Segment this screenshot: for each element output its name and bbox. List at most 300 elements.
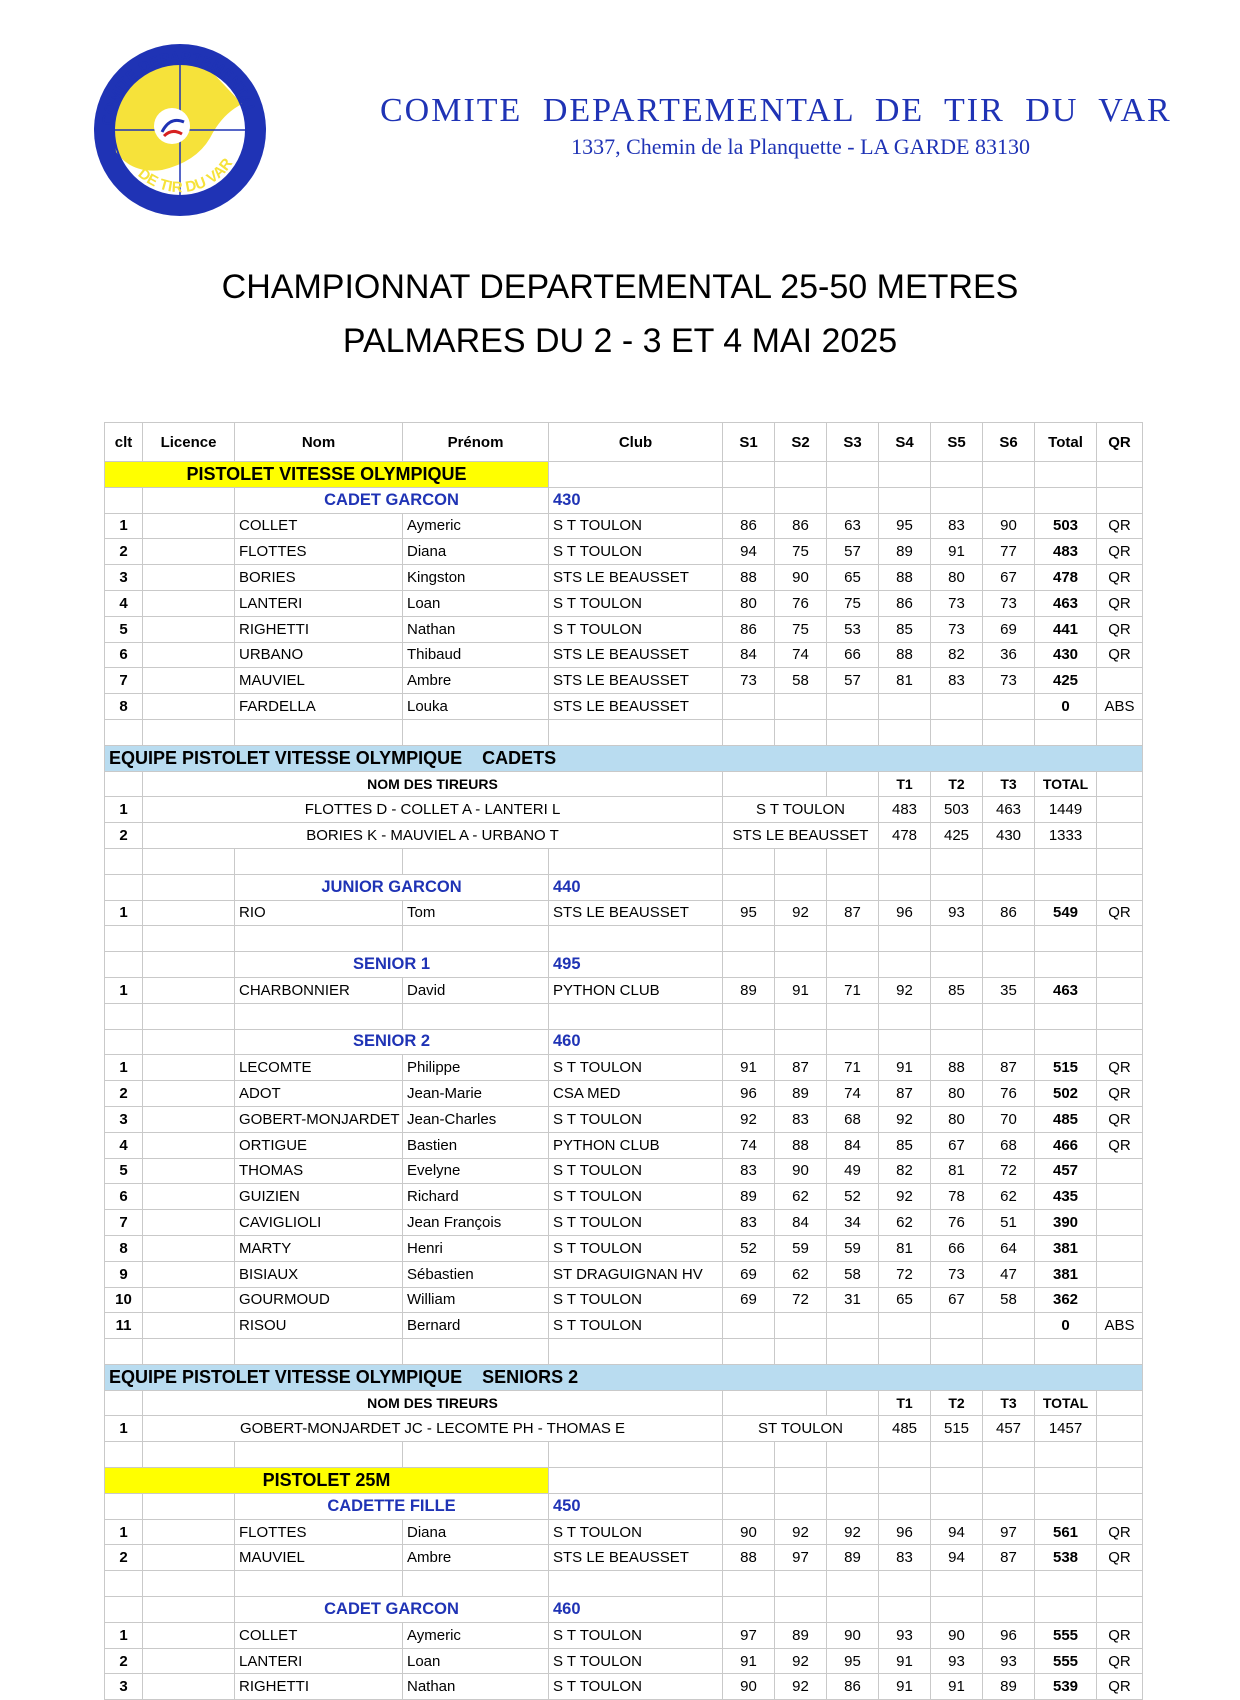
team-t2: 503 xyxy=(931,797,983,823)
empty-cell xyxy=(1097,719,1143,745)
rank: 4 xyxy=(105,1132,143,1158)
result-row xyxy=(105,513,1143,539)
empty-cell xyxy=(723,1029,775,1055)
total-score: 425 xyxy=(1035,668,1097,694)
series-score: 69 xyxy=(723,1261,775,1287)
team-t1: 485 xyxy=(879,1416,931,1442)
qr-status: QR xyxy=(1097,1055,1143,1081)
empty-cell xyxy=(1035,487,1097,513)
result-row xyxy=(105,1313,1143,1339)
empty-cell xyxy=(723,874,775,900)
empty-cell xyxy=(1097,823,1143,849)
rank: 2 xyxy=(105,1648,143,1674)
results-table xyxy=(104,422,1143,1700)
empty-cell xyxy=(235,926,403,952)
team-club: STS LE BEAUSSET xyxy=(723,823,879,849)
qr-status: QR xyxy=(1097,1648,1143,1674)
total-score: 555 xyxy=(1035,1648,1097,1674)
last-name: LECOMTE xyxy=(235,1055,403,1081)
empty-cell xyxy=(775,462,827,488)
total-score: 362 xyxy=(1035,1287,1097,1313)
last-name: MAUVIEL xyxy=(235,1545,403,1571)
qr-status xyxy=(1097,1184,1143,1210)
total-score: 463 xyxy=(1035,590,1097,616)
qr-status xyxy=(1097,977,1143,1003)
empty-cell xyxy=(983,952,1035,978)
total-score: 381 xyxy=(1035,1261,1097,1287)
series-score: 77 xyxy=(983,539,1035,565)
discipline-title: PISTOLET VITESSE OLYMPIQUE xyxy=(105,462,549,488)
series-score: 64 xyxy=(983,1235,1035,1261)
empty-cell xyxy=(105,1029,143,1055)
empty-cell xyxy=(1035,926,1097,952)
first-name: Ambre xyxy=(403,1545,549,1571)
empty-cell xyxy=(879,926,931,952)
series-score: 88 xyxy=(931,1055,983,1081)
result-row xyxy=(105,1210,1143,1236)
last-name: GUIZIEN xyxy=(235,1184,403,1210)
result-row xyxy=(105,1158,1143,1184)
empty-cell xyxy=(549,848,723,874)
result-row xyxy=(105,1132,1143,1158)
empty-cell xyxy=(1035,952,1097,978)
spacer-row xyxy=(105,1339,1143,1365)
empty-cell xyxy=(775,1029,827,1055)
empty-cell xyxy=(1035,1493,1097,1519)
empty-cell xyxy=(143,1571,235,1597)
last-name: CAVIGLIOLI xyxy=(235,1210,403,1236)
series-score: 58 xyxy=(983,1287,1035,1313)
empty-cell xyxy=(403,848,549,874)
series-score: 89 xyxy=(879,539,931,565)
rank: 3 xyxy=(105,1106,143,1132)
empty-cell xyxy=(105,487,143,513)
first-name: Bernard xyxy=(403,1313,549,1339)
empty-cell xyxy=(403,926,549,952)
empty-cell xyxy=(723,1597,775,1623)
series-score: 63 xyxy=(827,513,879,539)
discipline-row xyxy=(105,462,1143,488)
series-score: 59 xyxy=(775,1235,827,1261)
empty-cell xyxy=(827,1390,879,1416)
qualification-score: 430 xyxy=(549,487,723,513)
series-score: 86 xyxy=(983,900,1035,926)
empty-cell xyxy=(931,487,983,513)
series-score: 89 xyxy=(827,1545,879,1571)
rank: 2 xyxy=(105,1545,143,1571)
col-s6: S6 xyxy=(983,423,1035,462)
rank: 1 xyxy=(105,513,143,539)
empty-cell xyxy=(143,1029,235,1055)
series-score: 72 xyxy=(983,1158,1035,1184)
empty-cell xyxy=(235,1442,403,1468)
empty-cell xyxy=(105,719,143,745)
series-score xyxy=(723,1313,775,1339)
empty-cell xyxy=(403,1442,549,1468)
qualification-score: 440 xyxy=(549,874,723,900)
empty-cell xyxy=(827,874,879,900)
first-name: Jean-Marie xyxy=(403,1081,549,1107)
result-row xyxy=(105,590,1143,616)
team-title: EQUIPE PISTOLET VITESSE OLYMPIQUE SENIORS 2 xyxy=(105,1364,1143,1390)
empty-cell xyxy=(775,952,827,978)
rank: 2 xyxy=(105,539,143,565)
last-name: COLLET xyxy=(235,1622,403,1648)
result-row xyxy=(105,1184,1143,1210)
team-t1-header: T1 xyxy=(879,1390,931,1416)
series-score: 96 xyxy=(723,1081,775,1107)
club: S T TOULON xyxy=(549,1287,723,1313)
series-score: 92 xyxy=(775,1519,827,1545)
empty-cell xyxy=(723,1442,775,1468)
total-score: 485 xyxy=(1035,1106,1097,1132)
series-score: 83 xyxy=(879,1545,931,1571)
empty-cell xyxy=(105,1571,143,1597)
rank: 2 xyxy=(105,823,143,849)
empty-cell xyxy=(827,952,879,978)
team-t3: 463 xyxy=(983,797,1035,823)
licence xyxy=(143,513,235,539)
result-row xyxy=(105,694,1143,720)
series-score: 92 xyxy=(775,900,827,926)
series-score: 74 xyxy=(827,1081,879,1107)
rank: 7 xyxy=(105,668,143,694)
total-score: 503 xyxy=(1035,513,1097,539)
licence xyxy=(143,539,235,565)
series-score: 92 xyxy=(723,1106,775,1132)
empty-cell xyxy=(723,1493,775,1519)
qr-status: QR xyxy=(1097,1622,1143,1648)
series-score: 73 xyxy=(931,616,983,642)
series-score: 80 xyxy=(931,565,983,591)
last-name: RIGHETTI xyxy=(235,1674,403,1700)
empty-cell xyxy=(931,1003,983,1029)
club: S T TOULON xyxy=(549,1519,723,1545)
empty-cell xyxy=(143,1339,235,1365)
total-score: 0 xyxy=(1035,1313,1097,1339)
empty-cell xyxy=(549,1442,723,1468)
series-score: 86 xyxy=(879,590,931,616)
empty-cell xyxy=(983,1493,1035,1519)
empty-cell xyxy=(143,874,235,900)
first-name: Evelyne xyxy=(403,1158,549,1184)
rank: 6 xyxy=(105,642,143,668)
team-names-header: NOM DES TIREURS xyxy=(143,771,723,797)
team-total: 1449 xyxy=(1035,797,1097,823)
category-row xyxy=(105,1597,1143,1623)
empty-cell xyxy=(1097,848,1143,874)
team-total: 1333 xyxy=(1035,823,1097,849)
result-row xyxy=(105,565,1143,591)
empty-cell xyxy=(549,719,723,745)
empty-cell xyxy=(1097,797,1143,823)
series-score: 88 xyxy=(879,565,931,591)
club: STS LE BEAUSSET xyxy=(549,694,723,720)
first-name: Bastien xyxy=(403,1132,549,1158)
rank: 1 xyxy=(105,797,143,823)
first-name: Louka xyxy=(403,694,549,720)
series-score: 69 xyxy=(723,1287,775,1313)
series-score: 78 xyxy=(931,1184,983,1210)
empty-cell xyxy=(1097,462,1143,488)
category-label: SENIOR 2 xyxy=(235,1029,549,1055)
licence xyxy=(143,565,235,591)
result-row xyxy=(105,977,1143,1003)
team-total-header: TOTAL xyxy=(1035,771,1097,797)
last-name: LANTERI xyxy=(235,1648,403,1674)
empty-cell xyxy=(723,771,827,797)
team-t2-header: T2 xyxy=(931,771,983,797)
empty-cell xyxy=(879,719,931,745)
empty-cell xyxy=(1035,1571,1097,1597)
empty-cell xyxy=(1035,1597,1097,1623)
series-score: 83 xyxy=(931,513,983,539)
empty-cell xyxy=(143,1442,235,1468)
series-score: 96 xyxy=(879,1519,931,1545)
first-name: Aymeric xyxy=(403,513,549,539)
empty-cell xyxy=(235,1003,403,1029)
club: PYTHON CLUB xyxy=(549,1132,723,1158)
spacer-row xyxy=(105,719,1143,745)
empty-cell xyxy=(775,1571,827,1597)
club: S T TOULON xyxy=(549,1674,723,1700)
total-score: 561 xyxy=(1035,1519,1097,1545)
category-label: CADET GARCON xyxy=(235,487,549,513)
club: STS LE BEAUSSET xyxy=(549,642,723,668)
series-score xyxy=(775,1313,827,1339)
licence xyxy=(143,1106,235,1132)
series-score: 88 xyxy=(723,1545,775,1571)
empty-cell xyxy=(827,462,879,488)
series-score: 59 xyxy=(827,1235,879,1261)
organization-name: COMITE DEPARTEMENTAL DE TIR DU VAR xyxy=(380,92,1172,129)
qr-status: QR xyxy=(1097,900,1143,926)
col-s5: S5 xyxy=(931,423,983,462)
empty-cell xyxy=(775,1597,827,1623)
licence xyxy=(143,642,235,668)
empty-cell xyxy=(105,952,143,978)
total-score: 381 xyxy=(1035,1235,1097,1261)
series-score: 92 xyxy=(827,1519,879,1545)
team-t1-header: T1 xyxy=(879,771,931,797)
licence xyxy=(143,1210,235,1236)
last-name: ADOT xyxy=(235,1081,403,1107)
last-name: RIGHETTI xyxy=(235,616,403,642)
empty-cell xyxy=(1097,487,1143,513)
empty-cell xyxy=(1097,874,1143,900)
rank: 6 xyxy=(105,1184,143,1210)
series-score: 91 xyxy=(931,539,983,565)
empty-cell xyxy=(403,719,549,745)
series-score: 89 xyxy=(775,1622,827,1648)
series-score: 87 xyxy=(983,1055,1035,1081)
empty-cell xyxy=(827,1442,879,1468)
qr-status: QR xyxy=(1097,1132,1143,1158)
club: PYTHON CLUB xyxy=(549,977,723,1003)
series-score: 71 xyxy=(827,977,879,1003)
series-score: 65 xyxy=(879,1287,931,1313)
series-score: 92 xyxy=(879,977,931,1003)
series-score: 81 xyxy=(931,1158,983,1184)
empty-cell xyxy=(931,952,983,978)
first-name: Diana xyxy=(403,1519,549,1545)
empty-cell xyxy=(931,874,983,900)
qr-status: QR xyxy=(1097,539,1143,565)
team-header-row xyxy=(105,1390,1143,1416)
empty-cell xyxy=(1035,874,1097,900)
empty-cell xyxy=(143,719,235,745)
empty-cell xyxy=(105,1597,143,1623)
qr-status: QR xyxy=(1097,1674,1143,1700)
empty-cell xyxy=(1097,771,1143,797)
series-score: 75 xyxy=(775,539,827,565)
series-score: 66 xyxy=(931,1235,983,1261)
series-score: 95 xyxy=(879,513,931,539)
club: CSA MED xyxy=(549,1081,723,1107)
empty-cell xyxy=(827,1493,879,1519)
series-score: 52 xyxy=(723,1235,775,1261)
empty-cell xyxy=(1035,1468,1097,1494)
licence xyxy=(143,1545,235,1571)
series-score: 73 xyxy=(931,590,983,616)
first-name: Jean François xyxy=(403,1210,549,1236)
qr-status: QR xyxy=(1097,1106,1143,1132)
rank: 7 xyxy=(105,1210,143,1236)
series-score: 82 xyxy=(879,1158,931,1184)
empty-cell xyxy=(235,1571,403,1597)
series-score: 90 xyxy=(723,1519,775,1545)
first-name: Ambre xyxy=(403,668,549,694)
qr-status: ABS xyxy=(1097,1313,1143,1339)
last-name: LANTERI xyxy=(235,590,403,616)
empty-cell xyxy=(723,926,775,952)
series-score: 91 xyxy=(879,1648,931,1674)
total-score: 441 xyxy=(1035,616,1097,642)
last-name: COLLET xyxy=(235,513,403,539)
licence xyxy=(143,1235,235,1261)
rank: 8 xyxy=(105,694,143,720)
club: ST DRAGUIGNAN HV xyxy=(549,1261,723,1287)
licence xyxy=(143,694,235,720)
total-score: 390 xyxy=(1035,1210,1097,1236)
series-score: 88 xyxy=(775,1132,827,1158)
series-score: 53 xyxy=(827,616,879,642)
empty-cell xyxy=(549,462,723,488)
series-score: 91 xyxy=(879,1055,931,1081)
empty-cell xyxy=(723,1390,827,1416)
licence xyxy=(143,1313,235,1339)
empty-cell xyxy=(827,1339,879,1365)
team-row xyxy=(105,1416,1143,1442)
category-label: CADET GARCON xyxy=(235,1597,549,1623)
series-score: 97 xyxy=(983,1519,1035,1545)
team-t3-header: T3 xyxy=(983,1390,1035,1416)
series-score: 34 xyxy=(827,1210,879,1236)
series-score: 91 xyxy=(723,1055,775,1081)
series-score: 52 xyxy=(827,1184,879,1210)
qr-status: QR xyxy=(1097,642,1143,668)
series-score xyxy=(827,1313,879,1339)
empty-cell xyxy=(1035,848,1097,874)
empty-cell xyxy=(827,1468,879,1494)
result-row xyxy=(105,1106,1143,1132)
series-score: 93 xyxy=(931,1648,983,1674)
licence xyxy=(143,1184,235,1210)
club: S T TOULON xyxy=(549,1184,723,1210)
empty-cell xyxy=(931,1339,983,1365)
series-score: 72 xyxy=(879,1261,931,1287)
qr-status xyxy=(1097,1261,1143,1287)
club: S T TOULON xyxy=(549,1106,723,1132)
empty-cell xyxy=(879,848,931,874)
empty-cell xyxy=(1097,1571,1143,1597)
empty-cell xyxy=(723,1339,775,1365)
total-score: 538 xyxy=(1035,1545,1097,1571)
licence xyxy=(143,590,235,616)
qr-status xyxy=(1097,1235,1143,1261)
empty-cell xyxy=(1035,719,1097,745)
organization-address: 1337, Chemin de la Planquette - LA GARDE 83130 xyxy=(571,134,1030,159)
team-title: EQUIPE PISTOLET VITESSE OLYMPIQUE CADETS xyxy=(105,745,1143,771)
empty-cell xyxy=(983,874,1035,900)
empty-cell xyxy=(931,1029,983,1055)
team-t1: 483 xyxy=(879,797,931,823)
club: S T TOULON xyxy=(549,1235,723,1261)
empty-cell xyxy=(143,1493,235,1519)
series-score: 85 xyxy=(931,977,983,1003)
first-name: Aymeric xyxy=(403,1622,549,1648)
rank: 1 xyxy=(105,900,143,926)
empty-cell xyxy=(879,1493,931,1519)
series-score xyxy=(983,694,1035,720)
empty-cell xyxy=(879,1029,931,1055)
series-score: 49 xyxy=(827,1158,879,1184)
empty-cell xyxy=(1097,1029,1143,1055)
empty-cell xyxy=(775,1468,827,1494)
empty-cell xyxy=(879,462,931,488)
series-score: 91 xyxy=(775,977,827,1003)
series-score: 90 xyxy=(827,1622,879,1648)
result-row xyxy=(105,1287,1143,1313)
empty-cell xyxy=(775,848,827,874)
first-name: Henri xyxy=(403,1235,549,1261)
series-score: 83 xyxy=(931,668,983,694)
spacer-row xyxy=(105,848,1143,874)
series-score: 73 xyxy=(983,590,1035,616)
series-score xyxy=(879,694,931,720)
empty-cell xyxy=(879,487,931,513)
result-row xyxy=(105,1055,1143,1081)
rank: 1 xyxy=(105,1519,143,1545)
svg-text:COMITE DEPARTEMENTAL: COMITE DEPARTEMENTAL xyxy=(99,48,260,127)
empty-cell xyxy=(723,952,775,978)
rank: 2 xyxy=(105,1081,143,1107)
empty-cell xyxy=(931,1571,983,1597)
empty-cell xyxy=(775,1493,827,1519)
total-score: 515 xyxy=(1035,1055,1097,1081)
series-score: 80 xyxy=(931,1106,983,1132)
empty-cell xyxy=(1097,1493,1143,1519)
empty-cell xyxy=(775,1442,827,1468)
club: STS LE BEAUSSET xyxy=(549,668,723,694)
col-licence: Licence xyxy=(143,423,235,462)
series-score xyxy=(931,694,983,720)
empty-cell xyxy=(723,848,775,874)
empty-cell xyxy=(143,848,235,874)
series-score: 85 xyxy=(879,1132,931,1158)
first-name: Richard xyxy=(403,1184,549,1210)
last-name: CHARBONNIER xyxy=(235,977,403,1003)
